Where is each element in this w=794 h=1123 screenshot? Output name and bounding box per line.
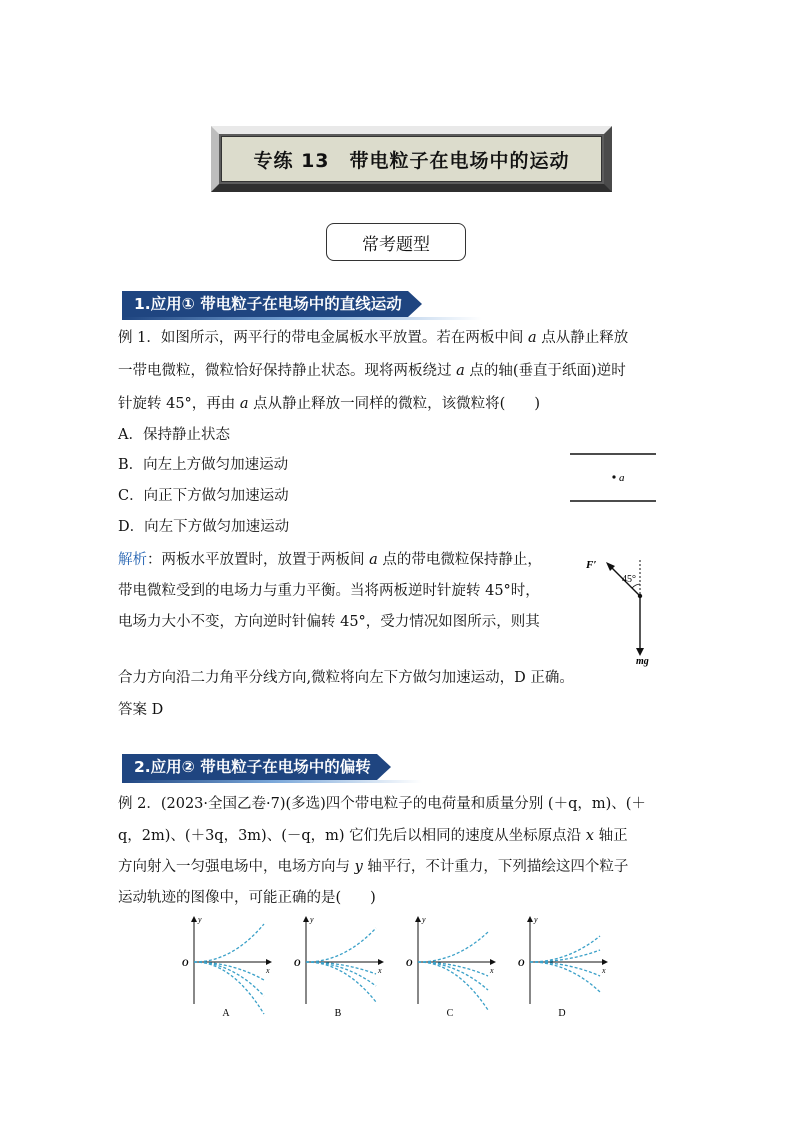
x-axis-label: x xyxy=(378,966,382,975)
analysis-l1-b: 点的带电微粒保持静止， xyxy=(377,552,542,568)
ex2-line2 xyxy=(118,826,628,846)
x-axis-arrow xyxy=(602,959,608,965)
ex2-line1: 例 2．(2023·全国乙卷·7)(多选)四个带电粒子的电荷量和质量分别 (＋q，m)、(＋ xyxy=(118,796,646,812)
analysis-line1 xyxy=(118,550,542,570)
var-a: a xyxy=(527,330,537,346)
origin-label: O xyxy=(518,958,525,968)
var-a: a xyxy=(369,552,378,568)
ex1-line1 xyxy=(118,328,628,348)
y-axis-label: y xyxy=(422,915,426,924)
trajectory-curve-1 xyxy=(530,936,600,962)
x-axis-arrow xyxy=(378,959,384,965)
question-type-badge: 常考题型 xyxy=(326,223,466,261)
y-axis-label: y xyxy=(198,915,202,924)
graph-option-label: A xyxy=(222,1008,230,1019)
section1-tail xyxy=(408,291,422,317)
y-axis-label: y xyxy=(534,915,538,924)
y-axis-arrow xyxy=(415,916,421,922)
gravity-label: mg xyxy=(636,656,649,667)
trajectory-curve-3 xyxy=(306,962,376,986)
plates-figure xyxy=(566,448,662,508)
ex1-line3-a: 针旋转 45°，再由 xyxy=(118,396,240,412)
var-y: y xyxy=(354,859,363,875)
var-a: a xyxy=(239,396,249,412)
graph-A xyxy=(178,912,278,1022)
trajectory-curve-3 xyxy=(194,962,264,996)
point-a-label: a xyxy=(619,472,625,484)
trajectory-curve-2 xyxy=(194,962,264,980)
y-axis-arrow xyxy=(527,916,533,922)
ex1-option-a: A．保持静止状态 xyxy=(118,427,230,443)
ex1-option-b: B．向左上方做匀加速运动 xyxy=(118,457,289,473)
ex1-line2-a: 一带电微粒，微粒恰好保持静止状态。现将两板绕过 xyxy=(118,363,457,379)
ex1-line2 xyxy=(118,361,626,381)
y-axis-arrow xyxy=(191,916,197,922)
ex1-line1-b: 点从静止释放 xyxy=(536,330,629,346)
force-f-label: F′ xyxy=(586,559,597,571)
ex1-line2-b: 点的轴(垂直于纸面)逆时 xyxy=(464,363,626,379)
origin-label: O xyxy=(294,958,301,968)
answer-line: 答案 D xyxy=(118,702,164,718)
graph-option-label: B xyxy=(334,1008,342,1019)
title-plaque xyxy=(211,126,612,192)
x-axis-arrow xyxy=(266,959,272,965)
ex2-l3-b: 轴平行，不计重力，下列描绘这四个粒子 xyxy=(362,859,629,875)
analysis-l1-a: ：两板水平放置时，放置于两板间 xyxy=(147,552,370,568)
ex2-l2-b: 轴正 xyxy=(593,828,628,844)
x-axis-label: x xyxy=(602,966,606,975)
section2-label: 2.应用② 带电粒子在电场中的偏转 xyxy=(122,754,377,780)
point-a xyxy=(612,475,615,478)
origin-label: O xyxy=(406,958,413,968)
ex2-line3 xyxy=(118,857,628,877)
origin-label: O xyxy=(182,958,189,968)
ex2-l2-a: q，2m)、(＋3q，3m)、(－q，m) 它们先后以相同的速度从坐标原点沿 xyxy=(118,828,586,844)
angle-label: 45° xyxy=(622,574,636,585)
force-diagram xyxy=(582,552,662,668)
graph-C xyxy=(402,912,502,1022)
var-x: x xyxy=(585,828,594,844)
ex1-option-c: C．向正下方做匀加速运动 xyxy=(118,488,289,504)
x-axis-label: x xyxy=(266,966,270,975)
section1-header xyxy=(122,291,482,320)
graph-option-label: D xyxy=(558,1008,566,1019)
graph-B xyxy=(290,912,390,1022)
particle-dot xyxy=(638,594,642,598)
ex2-l3-a: 方向射入一匀强电场中，电场方向与 xyxy=(118,859,355,875)
trajectory-curve-4 xyxy=(530,962,600,992)
ex1-line3-b: 点从静止释放一同样的微粒，该微粒将( ) xyxy=(248,396,540,412)
ex2-line4: 运动轨迹的图像中，可能正确的是( ) xyxy=(118,890,376,906)
graph-D xyxy=(514,912,614,1022)
section2-tail xyxy=(377,754,391,780)
page-title: 专练 13 带电粒子在电场中的运动 xyxy=(253,149,570,172)
x-axis-label: x xyxy=(490,966,494,975)
y-axis-arrow xyxy=(303,916,309,922)
var-a: a xyxy=(456,363,465,379)
ex1-line3 xyxy=(118,394,540,414)
section1-label: 1.应用① 带电粒子在电场中的直线运动 xyxy=(122,291,408,317)
analysis-line3: 电场力大小不变，方向逆时针偏转 45°，受力情况如图所示，则其 xyxy=(118,614,540,630)
section2-header xyxy=(122,754,422,783)
y-axis-label: y xyxy=(310,915,314,924)
trajectory-curve-4 xyxy=(418,962,488,1010)
section1-underline xyxy=(122,317,482,320)
trajectory-curve-1 xyxy=(418,932,488,962)
x-axis-arrow xyxy=(490,959,496,965)
graph-option-label: C xyxy=(446,1008,454,1019)
trajectory-curve-3 xyxy=(418,962,488,990)
analysis-label: 解析 xyxy=(118,552,147,568)
gravity-arrowhead xyxy=(636,648,644,656)
ex1-option-d: D．向左下方做匀加速运动 xyxy=(118,519,290,535)
analysis-line2: 带电微粒受到的电场力与重力平衡。当将两板逆时针旋转 45°时， xyxy=(118,583,540,599)
trajectory-curve-1 xyxy=(194,924,264,962)
section2-underline xyxy=(122,780,422,783)
ex1-line1-a: 例 1．如图所示，两平行的带电金属板水平放置。若在两板中间 xyxy=(118,330,528,346)
trajectory-curve-1 xyxy=(306,928,376,962)
plaque-inner xyxy=(221,136,602,182)
analysis-line4: 合力方向沿二力角平分线方向,微粒将向左下方做匀加速运动，D 正确。 xyxy=(118,670,574,686)
